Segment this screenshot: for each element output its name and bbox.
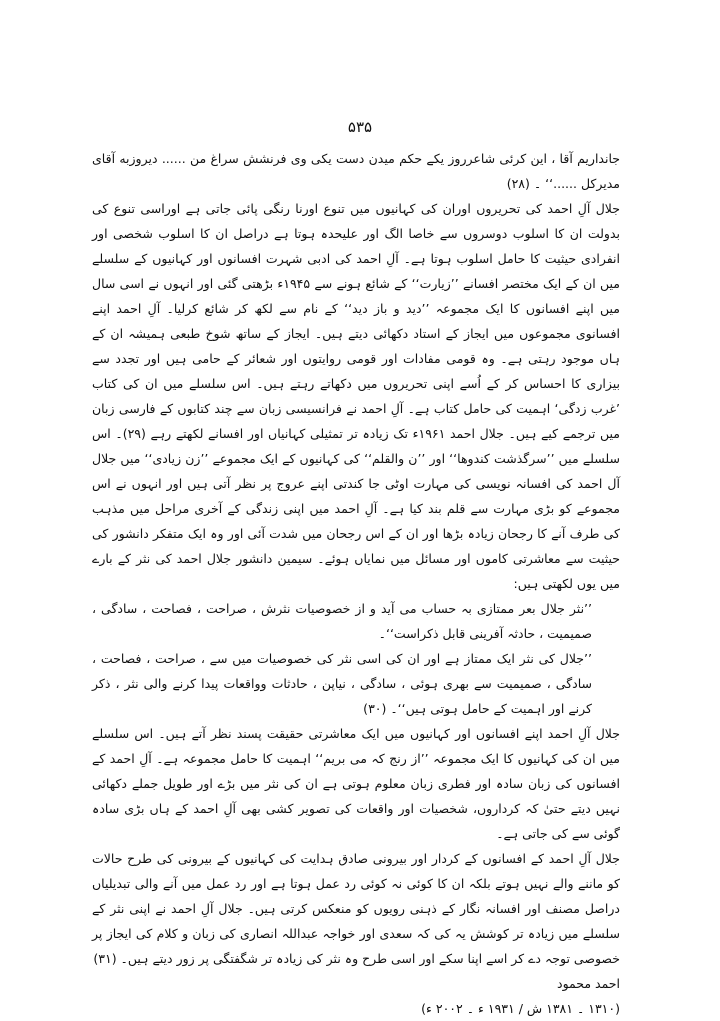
paragraph-intro: جلال آلِ احمد کی تحریروں اوران کی کہانیوں میں تنوع اورنا رنگی پائی جاتی ہے اوراسی تنوع کی بدولت ان کا اسلوب دوسروں سے خاصا الگ اور علیحدہ ہوتا ہے دراصل ان کا اسلوب شخصی اور انفرادی حیثیت کا حامل اسلوب ہوتا ہے۔ آلِ احمد کی ادبی شہرت افسانوں اور کہانیوں کے سلسلے میں ان کے ایک مختصر افسانے ’’زیارت‘‘ کے شائع ہونے سے ۱۹۴۵ء بڑھتی گئی اور انہوں نے اسی سال میں اپنے افسانوں کا ایک مجموعہ ’’دید و باز دید‘‘ کے نام سے لکھ کر شائع کرلیا۔ آلِ احمد اپنے افسانوی مجموعوں میں ایجاز کے استاد دکھائی دیتے ہیں۔ ایجاز کے ساتھ شوخ طبعی ہمیشہ ان کے ہاں موجود رہتی ہے۔ وہ قومی مفادات اور قومی روایتوں اور شعائر کے حامی ہیں اور تجدد سے بیزاری کا احساس کر کے اُسے اپنی تحریروں میں دکھاتے رہتے ہیں۔ اس سلسلے میں ان کی کتاب ’غرب زدگی‘ اہمیت کی حامل کتاب ہے۔ آلِ احمد نے فرانسیسی زبان سے چند کتابوں کے فارسی زبان میں ترجمے کیے ہیں۔ جلال احمد ۱۹۶۱ء تک زیادہ تر تمثیلی کہانیاں اور افسانے لکھتے رہے (۲۹)۔ اس سلسلے میں ’’سرگذشت کندوها‘‘ اور ’’ن والقلم‘‘ کی کہانیوں کے ایک مجموعے ’’زن زیادی‘‘ میں جلال آل احمد کی افسانہ نویسی کی مہارت اوٹی جا کندتی اپنے عروج پر نظر آتی ہیں اور انہوں نے اس مجموعے کو بڑی مہارت سے قلم بند کیا ہے۔ آلِ احمد میں اپنی زندگی کے آخری مراحل میں مذہب کی طرف آنے کا رجحان زیادہ بڑھا اور ان کے اس رجحان میں شدت آئی اور وہ ایک متفکر دانشور کی حیثیت سے معاشرتی کاموں اور مسائل میں نمایاں ہوئے۔ سیمین دانشور جلال احمد کی نثر کے بارے میں یوں لکھتی ہیں: — [92, 201, 621, 591]
body-text — [92, 146, 620, 1021]
paragraph-characters: جلال آلِ احمد کے افسانوں کے کردار اور بیرونی صادق ہدایت کی کہانیوں کے بیرونی کی طرح حالات کو ماننے والے نہیں ہوتے بلکہ ان کا کوئی نہ کوئی رد عمل ہوتا ہے اور رد عمل میں آنے والی تبدیلیاں دراصل مصنف اور افسانہ نگار کے ذہنی رویوں کو منعکس کرتی ہیں۔ جلال آلِ احمد نے اپنی نثر کے سلسلے میں زیادہ تر کوشش یہ کی کہ سعدی اور خواجہ عبداللہ انصاری کی زبان و کلام کی ایجاز پر خصوصی توجہ دے کر اسے اپنا سکے اور اسی طرح وہ نثر کی زیادہ تر شگفتگی پر زور دیتے ہیں۔ (۳۱) — [92, 851, 620, 966]
quote-continuation: جانداریم آقا ، این کرئی شاعرروز یکے حکم میدن دست یکی وی فرنشش سراغ من ...... دیروزبه آقای مدیرکل ......‘‘ ۔ (۲۸) — [92, 151, 620, 191]
block-quote-persian: ’’نثر جلال بعر ممتازی بہ حساب می آید و از خصوصیات نثرش ، صراحت ، فصاحت ، سادگی ، صمیمیت ، حادثہ آفرینی قابل ذکراست‘‘۔ — [92, 601, 592, 641]
author-dates: (۱۳۱۰ ۔ ۱۳۸۱ ش / ۱۹۳۱ ء ۔ ۲۰۰۲ ء) — [421, 1001, 620, 1016]
paragraph-realism: جلال آلِ احمد اپنے افسانوں اور کہانیوں میں ایک معاشرتی حقیقت پسند نظر آتے ہیں۔ اس سلسلے میں ان کی کہانیوں کا ایک مجموعہ ’’از رنج کہ می بریم‘‘ اہمیت کا حامل مجموعہ ہے۔ آلِ احمد کے افسانوں کی زبان سادہ اور فطری زبان معلوم ہوتی ہے ان کی نثر میں بڑے اور طویل جملے دکھائی نہیں دیتے حتیٰ کہ کرداروں، شخصیات اور واقعات کی تصویر کشی بھی آلِ احمد کے ہاں بڑی سادہ گوئی سے کی جاتی ہے۔ — [92, 726, 620, 841]
author-heading: احمد محمود — [557, 976, 620, 991]
page-number: ۵۳۵ — [347, 118, 373, 136]
block-quote-urdu: ’’جلال کی نثر ایک ممتاز ہے اور ان کی اسی نثر کی خصوصیات میں سے ، صراحت ، فصاحت ، سادگی ، صمیمیت سے بھری ہوئی ، سادگی ، نیاپن ، حادثات وواقعات پیدا کرنے والی نثر ، ذکر کرنے اور اہمیت کے حامل ہوتی ہیں‘‘۔ (۳۰) — [92, 651, 592, 716]
